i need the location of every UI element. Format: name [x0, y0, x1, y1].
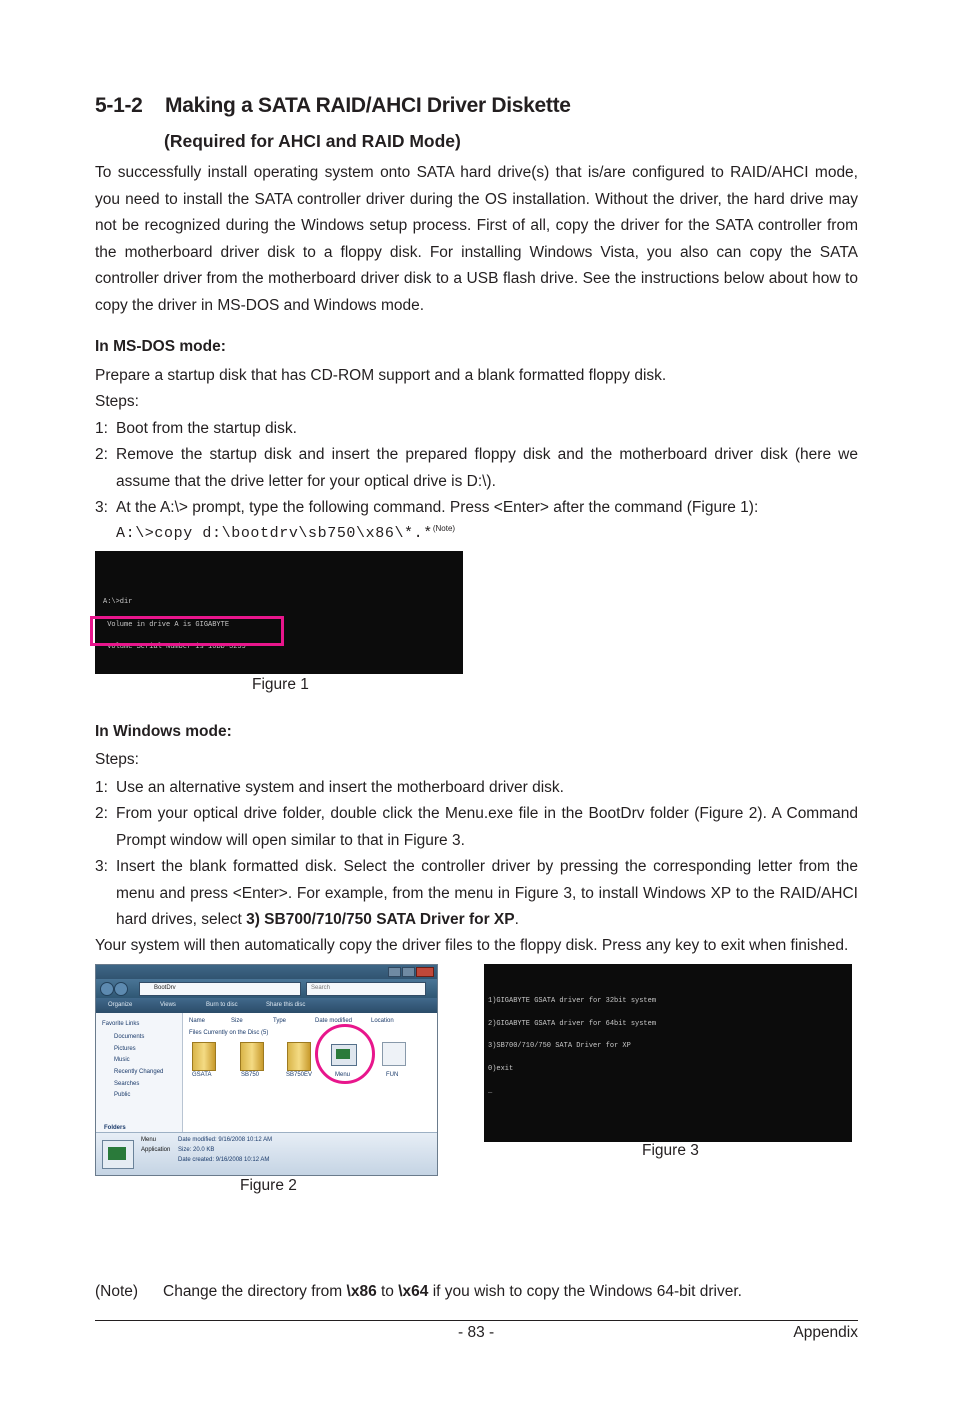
figure1-console: [95, 551, 463, 674]
details-modified: Date modified: 9/16/2008 10:12 AM: [178, 1137, 273, 1143]
windows-step-1: [95, 775, 858, 802]
navigation-pane: [96, 1013, 183, 1133]
folder-icon[interactable]: [192, 1042, 216, 1071]
section-number: 5-1-2: [95, 94, 143, 117]
maximize-icon[interactable]: [402, 967, 415, 977]
folder-icon[interactable]: [287, 1042, 311, 1071]
msdos-prep: Prepare a startup disk that has CD-ROM support and a blank formatted floppy disk.: [95, 367, 667, 384]
console-line: 0)exit: [488, 1064, 514, 1073]
footer-divider: [95, 1320, 858, 1321]
address-path: BootDrv: [154, 985, 176, 991]
details-name: Menu: [141, 1137, 157, 1143]
window-controls: [388, 967, 434, 977]
section-title: Making a SATA RAID/AHCI Driver Diskette: [165, 94, 571, 117]
figure2-explorer-window: [95, 964, 438, 1176]
toolbar-views[interactable]: Views: [160, 1002, 176, 1008]
column-header[interactable]: Size: [231, 1018, 243, 1024]
figure1-caption: Figure 1: [252, 676, 309, 693]
file-name: FUN: [386, 1072, 399, 1078]
nav-item[interactable]: Recently Changed: [114, 1069, 164, 1075]
windows-closing: Your system will then automatically copy the driver files to the floppy disk. Press any key to exit when finished.: [95, 937, 849, 954]
note-text: Change the directory from: [163, 1283, 347, 1300]
search-placeholder: Search: [311, 985, 331, 991]
nav-item[interactable]: Music: [114, 1057, 130, 1063]
note-text: if you wish to copy the Windows 64-bit driver.: [428, 1283, 742, 1300]
folder-icon[interactable]: [240, 1042, 264, 1071]
copy-command: [116, 524, 455, 542]
note-label: (Note): [95, 1283, 139, 1300]
step-text: [116, 854, 858, 934]
figure2-caption: Figure 2: [240, 1177, 297, 1194]
column-header[interactable]: Name: [189, 1018, 206, 1024]
step-text: Boot from the startup disk.: [116, 420, 297, 437]
step-number: 3:: [95, 858, 108, 875]
console-line: 1)GIGABYTE GSATA driver for 32bit system: [488, 997, 657, 1005]
driver-option-name: 3) SB700/710/750 SATA Driver for XP: [246, 911, 515, 928]
address-bar: [96, 979, 437, 998]
nav-item[interactable]: Searches: [114, 1081, 140, 1087]
step-number: 1:: [95, 779, 108, 796]
minimize-icon[interactable]: [388, 967, 401, 977]
file-list-pane: [183, 1013, 437, 1133]
search-input[interactable]: [306, 982, 426, 996]
toolbar-share[interactable]: Share this disc: [266, 1002, 306, 1008]
step-text: Remove the startup disk and insert the prepared floppy disk and the motherboard driver disk (here we assume that the drive letter for your optical drive is D:\).: [116, 446, 858, 490]
section-heading: [95, 94, 571, 118]
menu-highlight-circle: [315, 1024, 375, 1084]
step-number: 3:: [95, 499, 108, 516]
group-header: Files Currently on the Disc (5): [189, 1030, 269, 1036]
figure3-caption: Figure 3: [642, 1142, 699, 1159]
details-size: Size: 20.0 KB: [178, 1147, 215, 1153]
file-name: Menu: [335, 1072, 351, 1078]
file-name: GSATA: [192, 1072, 212, 1078]
windows-steps-label: Steps:: [95, 751, 139, 768]
column-header[interactable]: Location: [371, 1018, 394, 1024]
page-number: - 83 -: [458, 1324, 495, 1341]
console-line: 3)SB700/710/750 SATA Driver for XP: [488, 1042, 631, 1050]
step-number: 2:: [95, 446, 108, 463]
step-text: Use an alternative system and insert the motherboard driver disk.: [116, 779, 564, 796]
nav-item[interactable]: Pictures: [114, 1046, 136, 1052]
back-icon[interactable]: [100, 982, 114, 996]
intro-paragraph: To successfully install operating system onto SATA hard drive(s) that is/are configured to RAID/AHCI mode, you need to install the SATA controller driver during the OS installation. Without the driver, the hard drive may not be recognized during the Windows setup process. First of all, copy the driver for the SATA controller from the motherboard driver disk to a floppy disk. For installing Windows Vista, you also can copy the SATA controller driver from the motherboard driver disk to a USB flash drive. See the instructions below about how to copy the driver in MS-DOS and Windows mode.: [95, 164, 858, 314]
details-type: Application: [141, 1147, 171, 1153]
favorites-label: Favorite Links: [102, 1021, 140, 1027]
details-created: Date created: 9/16/2008 10:12 AM: [178, 1157, 270, 1163]
section-subtitle: (Required for AHCI and RAID Mode): [164, 131, 461, 151]
windows-heading: In Windows mode:: [95, 723, 232, 740]
column-header[interactable]: Date modified: [315, 1018, 353, 1024]
msdos-step-1: [95, 416, 858, 443]
msdos-step-3: [95, 495, 858, 522]
close-icon[interactable]: [416, 967, 434, 977]
console-cursor: _: [488, 1087, 493, 1095]
step-text-part: .: [514, 911, 519, 928]
nav-item[interactable]: Public: [114, 1092, 131, 1098]
step-number: 1:: [95, 420, 108, 437]
msdos-heading: In MS-DOS mode:: [95, 338, 226, 355]
footnote: [95, 1279, 858, 1306]
windows-step-2: [95, 801, 858, 854]
command-note: (Note): [432, 524, 456, 533]
step-text: At the A:\> prompt, type the following command. Press <Enter> after the command (Figure 1):: [116, 499, 759, 516]
step-text: From your optical drive folder, double click the Menu.exe file in the BootDrv folder (Figure 2). A Command Prompt window will open similar to that in Figure 3.: [116, 805, 858, 849]
file-name: SB750: [241, 1072, 260, 1078]
step-text-part: Insert the blank formatted disk. Select the controller driver by pressing the corresponding letter from the menu and press <Enter>. For example, from the menu in Figure 3, to install Windows XP to the RAID/AHCI hard drives, select: [116, 858, 858, 928]
address-input[interactable]: [139, 982, 301, 996]
toolbar-burn[interactable]: Burn to disc: [206, 1002, 238, 1008]
toolbar-organize[interactable]: Organize: [108, 1002, 133, 1008]
forward-icon[interactable]: [114, 982, 128, 996]
console-line: Volume Serial Number is 10BD-3259: [103, 643, 246, 651]
footer-section: Appendix: [793, 1324, 858, 1341]
console-line: 2)GIGABYTE GSATA driver for 64bit system: [488, 1019, 657, 1028]
note-text: to: [376, 1283, 399, 1300]
details-pane: [96, 1132, 437, 1175]
console-line: Volume in drive A is GIGABYTE: [103, 620, 230, 629]
setup-icon[interactable]: [382, 1042, 406, 1066]
command-text: A:\>copy d:\bootdrv\sb750\x86\*.*: [116, 525, 433, 542]
figure3-console: [484, 964, 852, 1142]
windows-step-3: [95, 854, 858, 934]
details-file-icon: [102, 1140, 134, 1169]
step-number: 2:: [95, 805, 108, 822]
command-highlight-box: [90, 616, 284, 646]
folders-label[interactable]: Folders: [104, 1125, 126, 1131]
column-header[interactable]: Type: [273, 1018, 287, 1024]
console-line: [103, 667, 463, 675]
note-path-x86: \x86: [346, 1283, 377, 1300]
msdos-steps-label: Steps:: [95, 393, 139, 410]
nav-item[interactable]: Documents: [114, 1034, 145, 1040]
console-line: A:\>dir: [103, 598, 133, 606]
note-path-x64: \x64: [398, 1283, 429, 1300]
command-toolbar: [96, 998, 437, 1013]
file-name: SB750EV: [286, 1072, 313, 1078]
msdos-step-2: [95, 442, 858, 495]
